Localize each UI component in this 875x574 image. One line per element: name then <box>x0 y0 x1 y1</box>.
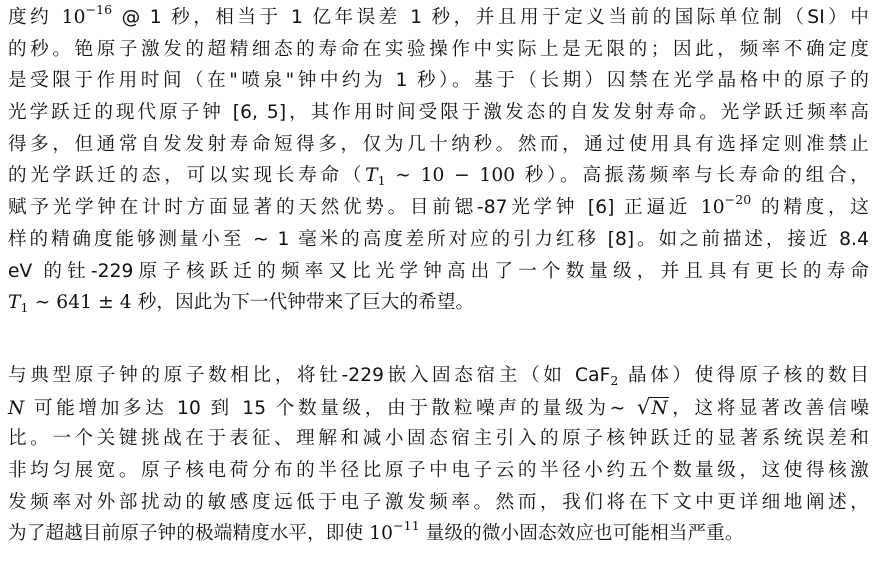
text-run: ，这将显著改善信噪 <box>668 397 869 419</box>
text-line <box>8 287 869 319</box>
text-run: 晶体）使得原子核的数目 <box>618 365 869 386</box>
text-run: 光学跃迁的现代原子钟 [6, 5]，其作用时间受限于激发态的自发发射寿命。光学跃迁频率高 <box>8 102 869 124</box>
text-run: eV 的钍-229原子核跃迁的频率又比光学钟高出了一个数量级，并且具有更长的寿命 <box>8 260 869 282</box>
text-line <box>8 224 869 256</box>
text-run: 量级的微小固态效应也可能相当严重。 <box>419 523 744 545</box>
math-text: 10 <box>61 7 86 28</box>
text-run: 的秒。铯原子激发的超精细态的寿命在实验操作中实际上是无限的；因此，频率不确定度 <box>8 38 869 60</box>
math-subscript: 1 <box>20 300 29 316</box>
text-line <box>8 487 869 519</box>
text-line <box>8 160 869 192</box>
math-subscript: 1 <box>377 173 386 189</box>
math-text: 10 <box>369 523 394 545</box>
text-line <box>8 2 869 34</box>
math-sqrt <box>635 392 669 425</box>
text-line <box>8 455 869 487</box>
math-subscript: 2 <box>610 373 619 388</box>
text-line <box>8 97 869 129</box>
text-line <box>8 392 869 424</box>
math-variable: N <box>651 397 668 419</box>
text-line <box>8 34 869 66</box>
text-run: 秒）。高振荡频率与长寿命的组合， <box>524 165 869 187</box>
text-run: 度约 <box>8 7 62 28</box>
text-run: 的精度，这 <box>751 197 870 219</box>
math-variable: T <box>8 292 21 314</box>
text-line <box>8 256 869 288</box>
text-run: 比。一个关键挑战在于表征、理解和减小固态宿主引入的原子核钟跃迁的显著系统误差和 <box>8 428 869 450</box>
radical-sign: √ <box>636 394 651 419</box>
text-run: 为了超越目前原子钟的极端精度水平，即使 <box>8 523 370 545</box>
text-line <box>8 65 869 97</box>
math-superscript: −20 <box>724 192 752 208</box>
text-run: 赋予光学钟在计时方面显著的天然优势。目前锶-87光学钟 [6] 正逼近 <box>8 197 701 219</box>
text-run: 是受限于作用时间（在"喷泉"钟中约为 1 秒）。基于（长期）囚禁在光学晶格中的原子的 <box>8 70 869 92</box>
math-variable: T <box>365 165 378 187</box>
paragraph <box>8 360 869 550</box>
text-line <box>8 518 869 550</box>
text-run: 可能增加多达 10 到 15 个数量级，由于散粒噪声的量级为∼ <box>24 397 635 419</box>
text-run: 样的精确度能够测量小至 ∼ 1 毫米的高度差所对应的引力红移 [8]。如之前描述，接近 8.4 <box>8 228 869 250</box>
math-text: ∼ 10 − 100 <box>385 165 525 187</box>
math-superscript: −16 <box>85 2 113 17</box>
paragraph <box>8 2 869 319</box>
math-text: ∼ 641 ± 4 <box>28 292 138 314</box>
text-line <box>8 423 869 455</box>
text-run: 得多，但通常自发发射寿命短得多，仅为几十纳秒。然而，通过使用具有选择定则准禁止 <box>8 133 869 155</box>
text-run: 秒，因此为下一代钟带来了巨大的希望。 <box>137 292 475 314</box>
text-run: @ 1 秒，相当于 1 亿年误差 1 秒，并且用于定义当前的国际单位制（SI）中 <box>112 7 870 28</box>
math-superscript: −11 <box>393 518 420 534</box>
text-run: 发频率对外部扰动的敏感度远低于电子激发频率。然而，我们将在下文中更详细地阐述， <box>8 491 869 513</box>
text-run: 与典型原子钟的原子数相比，将钍-229嵌入固态宿主（如 CaF <box>8 365 611 386</box>
text-line <box>8 129 869 161</box>
math-text: 10 <box>700 197 725 219</box>
text-line <box>8 192 869 224</box>
text-run: 的光学跃迁的态，可以实现长寿命（ <box>8 165 366 187</box>
text-run: 非均匀展宽。原子核电荷分布的半径比原子中电子云的半径小约五个数量级，这使得核激 <box>8 460 869 482</box>
math-variable: N <box>8 397 25 419</box>
text-line <box>8 360 869 392</box>
